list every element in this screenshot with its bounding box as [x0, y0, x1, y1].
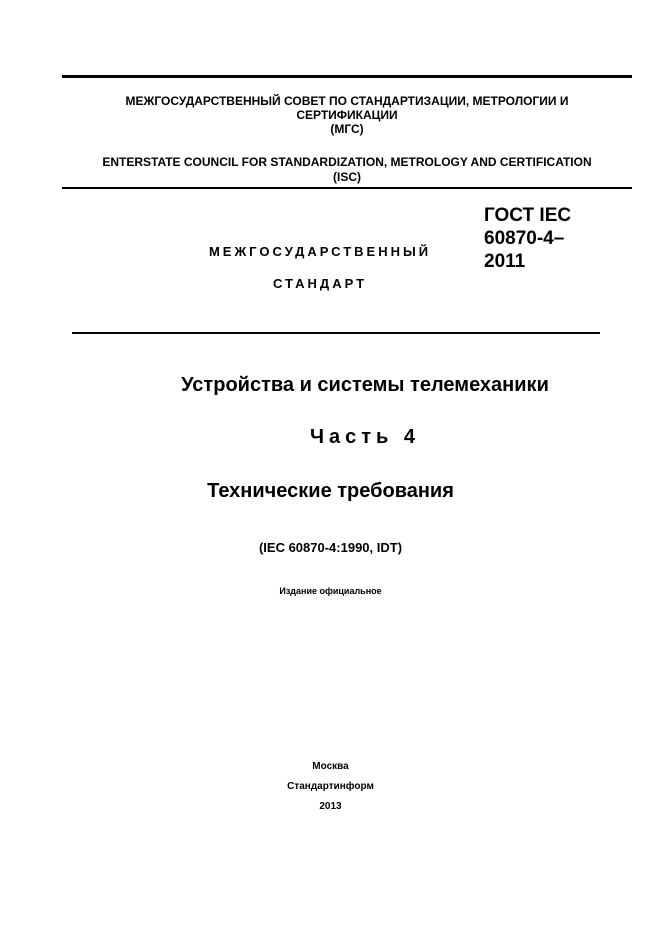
iec-reference: (IEC 60870-4:1990, IDT)	[258, 540, 403, 555]
imprint-year: 2013	[319, 801, 342, 812]
standard-type	[180, 236, 460, 300]
standard-number-line2: 60870-4–	[484, 228, 565, 249]
standard-number-line3: 2011	[484, 251, 526, 272]
council-ru-line1: МЕЖГОСУДАРСТВЕННЫЙ СОВЕТ ПО СТАНДАРТИЗАЦИИ, МЕТРОЛОГИИ И	[125, 94, 569, 108]
council-ru-line2: СЕРТИФИКАЦИИ	[296, 108, 398, 122]
council-ru-abbr: (МГС)	[330, 122, 364, 136]
document-title: Устройства и системы телемеханики	[181, 374, 549, 396]
council-en-abbr: (ISC)	[333, 170, 361, 184]
standard-type-line2: СТАНДАРТ	[272, 276, 368, 291]
council-ru	[62, 94, 632, 136]
title-rule	[72, 332, 600, 334]
header-rule	[62, 187, 632, 189]
imprint	[0, 757, 661, 817]
standard-number-line1: ГОСТ IEC	[484, 205, 572, 226]
imprint-city: Москва	[312, 761, 349, 772]
document-subtitle: Технические требования	[207, 480, 454, 502]
standard-number	[484, 204, 571, 273]
standard-type-line1: МЕЖГОСУДАРСТВЕННЫЙ	[208, 244, 432, 259]
top-rule	[62, 75, 632, 78]
imprint-publisher: Стандартинформ	[287, 781, 374, 792]
council-en	[62, 155, 632, 185]
document-part: Часть 4	[309, 426, 421, 448]
council-en-line: ENTERSTATE COUNCIL FOR STANDARDIZATION, METROLOGY AND CERTIFICATION	[102, 155, 592, 169]
edition-note: Издание официальное	[279, 586, 382, 596]
